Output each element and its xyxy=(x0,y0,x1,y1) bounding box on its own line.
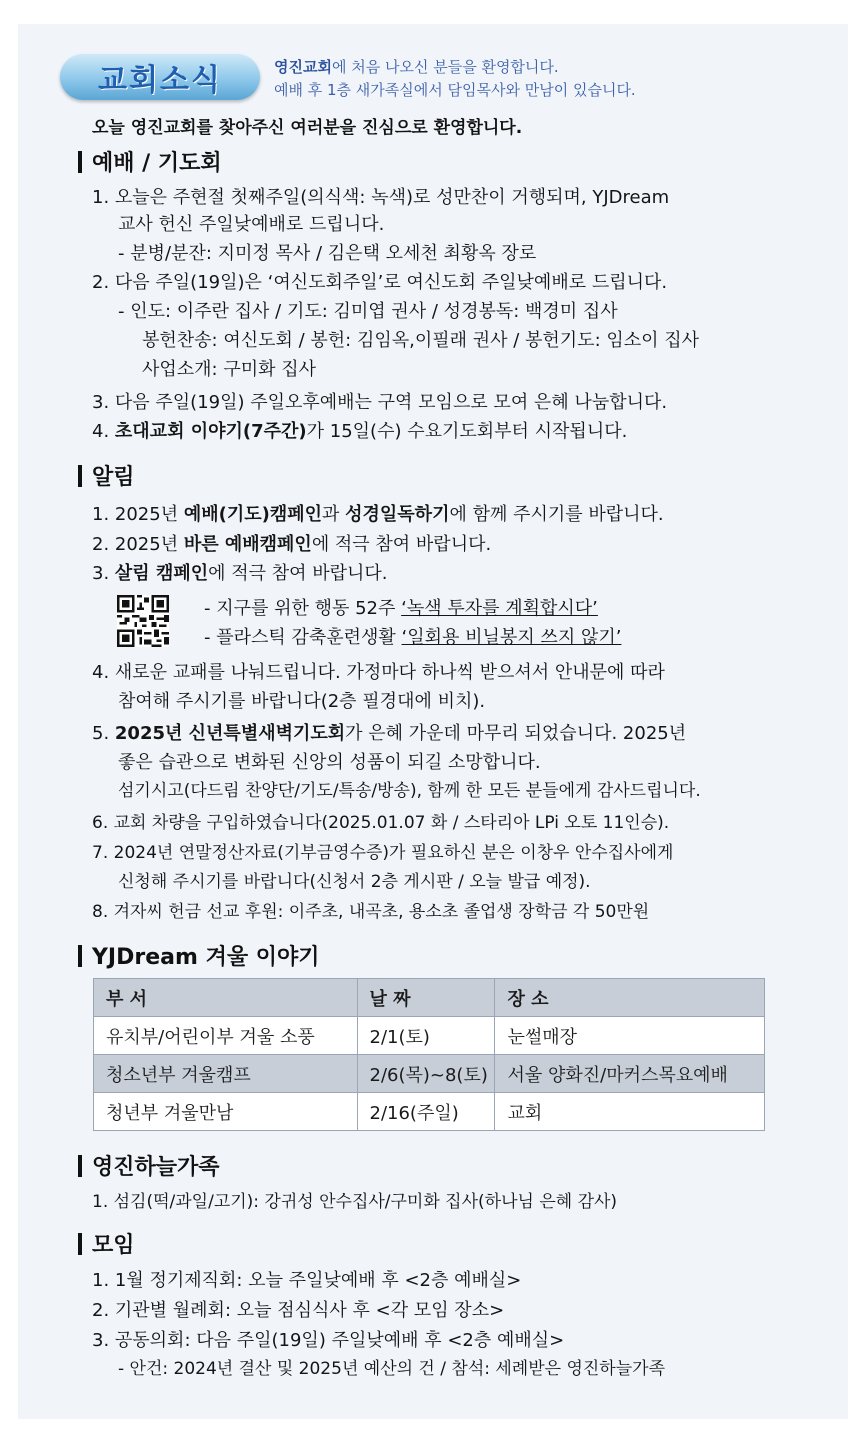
col-header-date: 날 짜 xyxy=(357,979,495,1017)
winter-schedule-table xyxy=(93,978,765,1131)
notice-item-1: 1. 2025년 예배(기도)캠페인과 성경일독하기에 함께 주시기를 바랍니다. xyxy=(92,504,664,525)
meeting-item-1: 1. 1월 정기제직회: 오늘 주일낮예배 후 <2층 예배실> xyxy=(92,1270,522,1291)
worship-item-1-detail: - 분병/분잔: 지미정 목사 / 김은택 오세천 최황옥 장로 xyxy=(118,243,537,264)
notice-item-5-cont: 좋은 습관으로 변화된 신앙의 성품이 되길 소망합니다. xyxy=(118,752,541,773)
worship-item-1-cont: 교사 헌신 주일낮예배로 드립니다. xyxy=(118,214,385,235)
worship-item-2-detail3: 사업소개: 구미화 집사 xyxy=(142,359,316,380)
table-header-row xyxy=(94,979,765,1017)
church-news-logo: 교회소식 xyxy=(60,54,260,100)
worship-item-3: 3. 다음 주일(19일) 주일오후예배는 구역 모임으로 모여 은혜 나눔합니다. xyxy=(92,392,668,413)
col-header-dept: 부 서 xyxy=(94,979,358,1017)
notice-item-5: 5. 2025년 신년특별새벽기도회가 은혜 가운데 마무리 되었습니다. 2025년 xyxy=(92,723,687,744)
section-title-family: 영진하늘가족 xyxy=(78,1150,220,1181)
worship-item-4: 4. 초대교회 이야기(7주간)가 15일(수) 수요기도회부터 시작됩니다. xyxy=(92,421,628,442)
col-header-place: 장 소 xyxy=(495,979,765,1017)
meeting-item-3: 3. 공동의회: 다음 주일(19일) 주일낮예배 후 <2층 예배실> xyxy=(92,1330,565,1351)
notice-item-2: 2. 2025년 바른 예배캠페인에 적극 참여 바랍니다. xyxy=(92,534,492,555)
notice-item-3-sub-2: - 플라스틱 감축훈련생활 ‘일회용 비닐봉지 쓰지 않기’ xyxy=(204,627,622,648)
header xyxy=(60,50,820,110)
notice-item-8: 8. 겨자씨 헌금 선교 후원: 이주초, 내곡초, 용소초 졸업생 장학금 각 50만원 xyxy=(92,902,650,922)
church-name: 영진교회 xyxy=(274,58,332,76)
worship-item-2-detail2: 봉헌찬송: 여신도회 / 봉헌: 김임옥,이필래 권사 / 봉헌기도: 임소이 집사 xyxy=(142,330,700,351)
intro-line: 오늘 영진교회를 찾아주신 여러분을 진심으로 환영합니다. xyxy=(92,118,523,138)
table-row: 유치부/어린이부 겨울 소풍 2/1(토) 눈썰매장 xyxy=(94,1017,765,1055)
notice-item-3: 3. 살림 캠페인에 적극 참여 바랍니다. xyxy=(92,563,388,584)
worship-item-2-detail: - 인도: 이주란 집사 / 기도: 김미엽 권사 / 성경봉독: 백경미 집사 xyxy=(118,301,618,322)
table-row: 청소년부 겨울캠프 2/6(목)~8(토) 서울 양화진/마커스목요예배 xyxy=(94,1055,765,1093)
meeting-item-3-detail: - 안건: 2024년 결산 및 2025년 예산의 건 / 참석: 세례받은 영진하늘가족 xyxy=(118,1359,665,1379)
family-item-1: 1. 섬김(떡/과일/고기): 강귀성 안수집사/구미화 집사(하나님 은혜 감사) xyxy=(92,1192,618,1212)
section-title-notice: 알림 xyxy=(78,460,135,491)
notice-item-7-cont: 신청해 주시기를 바랍니다(신청서 2층 게시판 / 오늘 발급 예정). xyxy=(118,872,591,892)
section-title-worship: 예배 / 기도회 xyxy=(78,146,222,177)
table-row: 청년부 겨울만남 2/16(주일) 교회 xyxy=(94,1093,765,1131)
qr-code-icon[interactable] xyxy=(117,595,169,647)
notice-item-6: 6. 교회 차량을 구입하였습니다(2025.01.07 화 / 스타리아 LPi 오토 11인승). xyxy=(92,813,670,833)
section-title-winter: YJDream 겨울 이야기 xyxy=(78,940,320,971)
notice-item-7: 7. 2024년 연말정산자료(기부금영수증)가 필요하신 분은 이창우 안수집사에게 xyxy=(92,843,674,863)
worship-item-1: 1. 오늘은 주현절 첫째주일(의식색: 녹색)로 성만찬이 거행되며, YJDream xyxy=(92,187,670,208)
notice-item-3-sub-1: - 지구를 위한 행동 52주 ‘녹색 투자를 계획합시다’ xyxy=(204,598,598,619)
notice-item-4-cont: 참여해 주시기를 바랍니다(2층 필경대에 비치). xyxy=(118,691,486,712)
section-title-meeting: 모임 xyxy=(78,1228,135,1259)
notice-item-5-cont2: 섬기시고(다드림 찬양단/기도/특송/방송), 함께 한 모든 분들에게 감사드립니다. xyxy=(118,781,701,801)
worship-item-2: 2. 다음 주일(19일)은 ‘여신도회주일’로 여신도회 주일낮예배로 드립니다. xyxy=(92,272,668,293)
meeting-item-2: 2. 기관별 월례회: 오늘 점심식사 후 <각 모임 장소> xyxy=(92,1300,505,1321)
welcome-text: 영진교회에 처음 나오신 분들을 환영합니다. 예배 후 1층 새가족실에서 담임목사와 만남이 있습니다. xyxy=(274,58,636,99)
notice-item-4: 4. 새로운 교패를 나눠드립니다. 가정마다 하나씩 받으셔서 안내문에 따라 xyxy=(92,662,665,683)
